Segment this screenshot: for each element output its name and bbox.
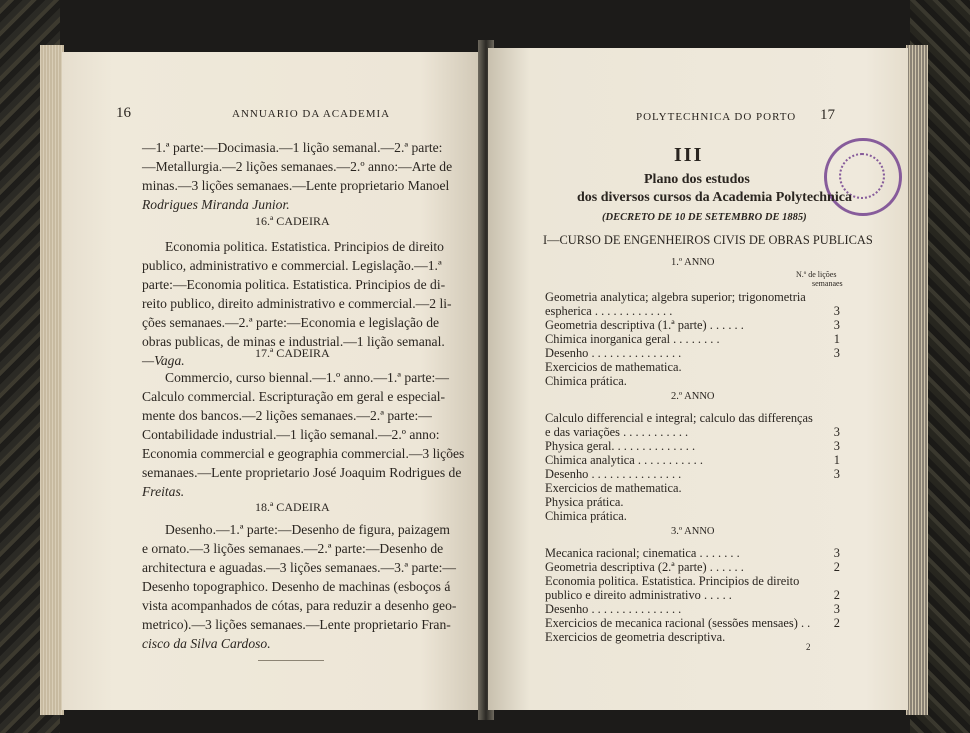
left-text-line: semanaes.—Lente proprietario José Joaquim Rodrigues de xyxy=(142,465,462,480)
column-header-lessons: N.º de lições xyxy=(796,270,837,279)
page-edges-left xyxy=(40,45,64,715)
left-text-line: Freitas. xyxy=(142,484,185,499)
page-edges-right xyxy=(906,45,928,715)
year-2-heading: 2.º ANNO xyxy=(671,391,715,402)
left-text-line: Desenho topographico. Desenho de machinas (esboços á xyxy=(142,579,451,594)
left-text-line: Calculo commercial. Escripturação em geral e especial- xyxy=(142,389,446,404)
left-text-line: Desenho.—1.ª parte:—Desenho de figura, paizagem xyxy=(165,522,450,537)
plan-subtitle: dos diversos cursos da Academia Polytechnica xyxy=(577,190,852,205)
left-text-line: e ornato.—3 lições semanaes.—2.ª parte:—Desenho de xyxy=(142,541,444,556)
left-text-line: ções semanaes.—2.ª parte:—Economia e legislação de xyxy=(142,315,440,330)
left-text-line: reito publico, direito administrativo e commercial.—2 li- xyxy=(142,296,452,311)
column-header-weekly: semanaes xyxy=(812,279,843,288)
year-1-heading: 1.º ANNO xyxy=(671,257,715,268)
left-text-line: Economia commercial e geographia commercial.—3 lições xyxy=(142,446,465,461)
left-running-head: ANNUARIO DA ACADEMIA xyxy=(232,108,391,120)
left-text-line: Commercio, curso biennal.—1.º anno.—1.ª parte:— xyxy=(165,370,449,385)
left-text-line: Contabilidade industrial.—1 lição semanal.—2.º anno: xyxy=(142,427,440,442)
signature-mark: 2 xyxy=(806,642,811,652)
left-text-line: obras publicas, de minas e industrial.—1 lição semanal. xyxy=(142,334,445,349)
left-text-line: mente dos bancos.—2 lições semanaes.—2.ª parte:— xyxy=(142,408,432,423)
left-text-line: metrico).—3 lições semanaes.—Lente proprietario Fran- xyxy=(142,617,451,632)
left-text-line: architectura e aguadas.—3 lições semanaes.—3.ª parte:— xyxy=(142,560,457,575)
course-heading: I—CURSO DE ENGENHEIROS CIVIS DE OBRAS PUBLICAS xyxy=(543,233,873,247)
left-text-line: parte:—Economia politica. Estatistica. Principios de di- xyxy=(142,277,446,292)
heading-18-cadeira: 18.ª CADEIRA xyxy=(255,500,330,514)
left-text-line: cisco da Silva Cardoso. xyxy=(142,636,271,651)
left-text-line: minas.—3 lições semanaes.—Lente proprietario Manoel xyxy=(142,178,450,193)
left-text-line: publico, administrativo e commercial. Legislação.—1.ª xyxy=(142,258,442,273)
heading-17-cadeira: 17.ª CADEIRA xyxy=(255,346,330,360)
right-running-head: POLYTECHNICA DO PORTO xyxy=(636,111,797,123)
section-roman-numeral: III xyxy=(674,144,704,166)
right-page-number: 17 xyxy=(820,107,835,123)
section-rule xyxy=(258,660,324,661)
left-text-line: vista acompanhados de cótas, para reduzir a desenho geo- xyxy=(142,598,457,613)
left-page-number: 16 xyxy=(116,105,131,121)
left-text-line: —Vaga. xyxy=(142,353,185,368)
year-3-heading: 3.º ANNO xyxy=(671,526,715,537)
left-text-line: —Metallurgia.—2 lições semanaes.—2.º anno:—Arte de xyxy=(142,159,453,174)
decree-line: (DECRETO DE 10 DE SETEMBRO DE 1885) xyxy=(602,212,807,223)
plan-title: Plano dos estudos xyxy=(644,172,750,187)
left-text-line: Economia politica. Estatistica. Principios de direito xyxy=(165,239,444,254)
left-text-line: Rodrigues Miranda Junior. xyxy=(142,197,290,212)
heading-16-cadeira: 16.ª CADEIRA xyxy=(255,214,330,228)
left-text-line: —1.ª parte:—Docimasia.—1 lição semanal.—2.ª parte: xyxy=(142,140,443,155)
